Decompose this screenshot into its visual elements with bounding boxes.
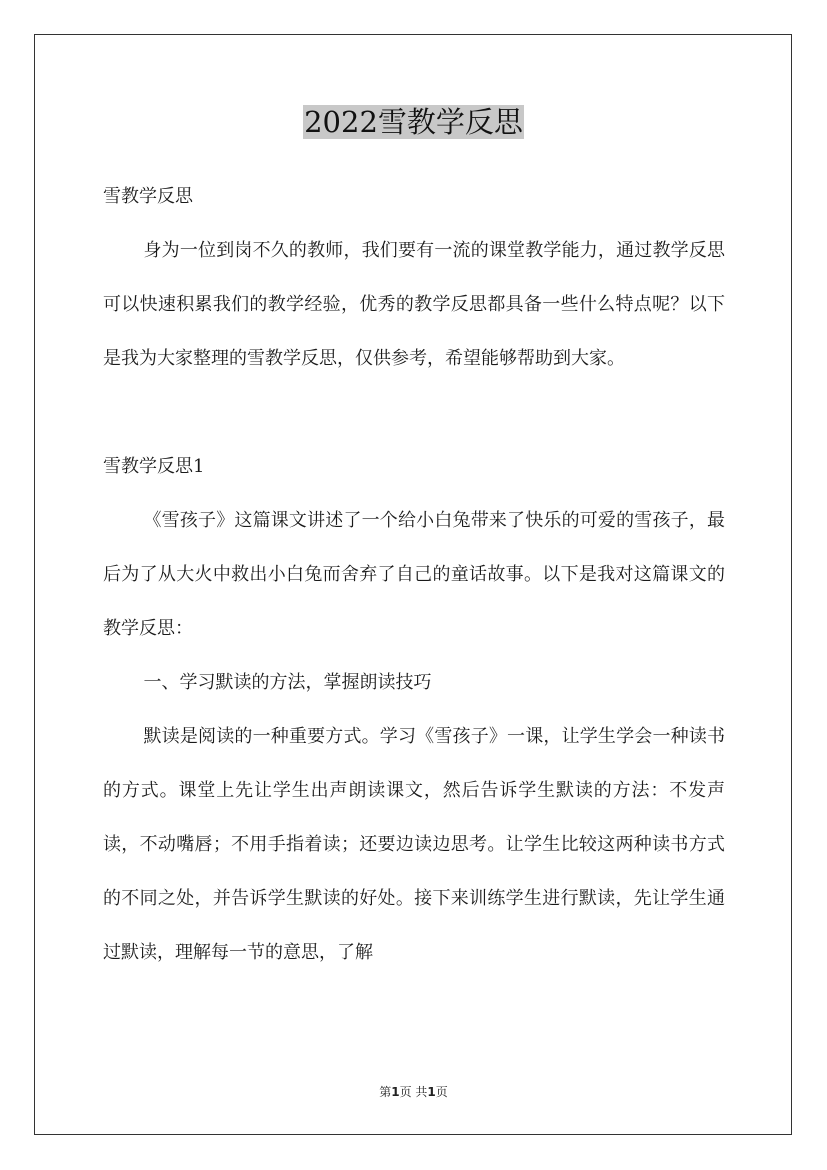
page-footer (0, 1083, 827, 1100)
section-heading: 雪教学反思 (103, 186, 193, 207)
document-body (103, 170, 725, 980)
blank-line (103, 386, 725, 440)
body-paragraph: 《雪孩子》这篇课文讲述了一个给小白兔带来了快乐的可爱的雪孩子，最后为了从大火中救出小白兔而舍弃了自己的童话故事。以下是我对这篇课文的教学反思： (103, 510, 725, 639)
document-title-text: 2022雪教学反思 (304, 105, 523, 139)
document-title (0, 98, 827, 146)
footer-prefix: 第 (379, 1085, 392, 1099)
footer-mid: 页 共 (399, 1085, 428, 1099)
intro-paragraph: 身为一位到岗不久的教师，我们要有一流的课堂教学能力，通过教学反思可以快速积累我们的教学经验，优秀的教学反思都具备一些什么特点呢？以下是我为大家整理的雪教学反思，仅供参考，希望能够帮助到大家。 (103, 240, 725, 369)
footer-page-number: 1 (391, 1085, 400, 1099)
section-heading: 雪教学反思1 (103, 456, 205, 477)
body-paragraph: 默读是阅读的一种重要方式。学习《雪孩子》一课，让学生学会一种读书的方式。课堂上先让学生出声朗读课文，然后告诉学生默读的方法：不发声读，不动嘴唇；不用手指着读；还要边读边思考。让学生比较这两种读书方式的不同之处，并告诉学生默读的好处。接下来训练学生进行默读，先让学生通过默读，理解每一节的意思，了解 (103, 726, 725, 963)
subsection-heading: 一、学习默读的方法，掌握朗读技巧 (143, 672, 432, 693)
footer-total-pages: 1 (427, 1085, 436, 1099)
footer-suffix: 页 (435, 1085, 448, 1099)
